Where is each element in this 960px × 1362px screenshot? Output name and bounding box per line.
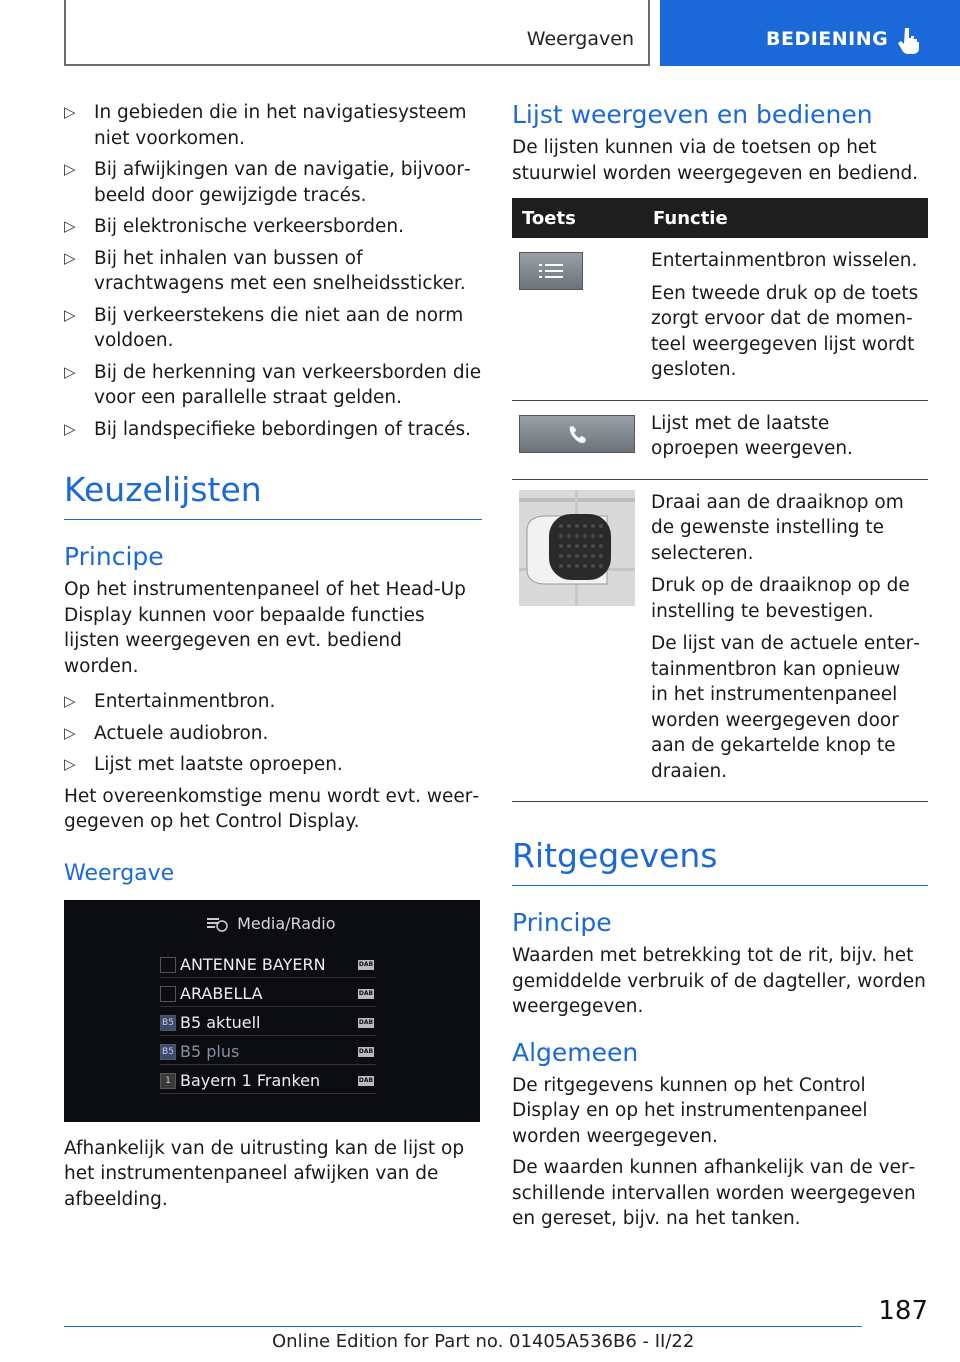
footer-edition-text: Online Edition for Part no. 01405A536B6 - II/22: [272, 1331, 695, 1352]
section-heading-ritgegevens: Ritgegevens: [512, 836, 928, 886]
page-number: 187: [878, 1296, 928, 1326]
header-section-title: Weergaven: [526, 28, 634, 50]
station-name: B5 aktuell: [180, 1012, 261, 1032]
station-icon: [160, 957, 176, 973]
subheading-principe-rit: Principe: [512, 908, 612, 937]
principe-paragraph: Op het instrumentenpaneel of het Head-Up Display kunnen voor bepaalde functies lijsten weergegeven en evt. bediend worden.: [64, 579, 466, 677]
list-item: ▷ Bij de herkenning van verkeersborden die voor een parallelle straat gelden.: [64, 360, 482, 411]
table-row: [512, 238, 928, 400]
table-cell-text: Entertainmentbron wisselen.: [651, 250, 918, 271]
menu-paragraph: Het overeenkomstige menu wordt evt. weergegeven op het Control Display.: [64, 785, 480, 832]
station-icon: 1: [160, 1073, 176, 1089]
header-section-box: [64, 0, 650, 66]
footer-divider: [64, 1326, 862, 1327]
table-header-toets: Toets: [512, 198, 643, 238]
list-item: ▷ Lijst met laatste oproepen.: [64, 752, 482, 778]
buttons-table: [512, 198, 928, 802]
station-icon: B5: [160, 1044, 176, 1060]
dab-badge: DAB: [358, 989, 374, 997]
media-title: Media/Radio: [237, 913, 336, 933]
dab-badge: DAB: [358, 960, 374, 968]
subheading-algemeen: Algemeen: [512, 1037, 639, 1067]
station-icon: [160, 986, 176, 1002]
list-button-icon: [519, 252, 583, 290]
table-header-functie: Functie: [643, 198, 928, 238]
algemeen-paragraph-2: De waarden kunnen afhankelijk van de verschillende intervallen worden weergegeven en gereset, bijv. na het tanken.: [512, 1157, 916, 1229]
table-row: [512, 400, 928, 479]
right-column: [512, 100, 928, 1232]
dab-badge: DAB: [358, 1076, 374, 1084]
table-cell-text: Druk op de draaiknop op de instelling te bevestigen.: [651, 575, 910, 622]
list-types: [64, 689, 482, 778]
table-cell-text: De lijst van de actuele entertainmentbron kan opnieuw in het instrumentenpaneel worden weergegeven door aan de gekartelde knop te draaien.: [651, 633, 920, 782]
dab-badge: DAB: [358, 1018, 374, 1026]
media-radio-screenshot: [64, 900, 480, 1122]
list-item: ▷ Bij het inhalen van bussen of vrachtwagens met een snelheidssticker.: [64, 246, 482, 297]
dab-badge: DAB: [358, 1047, 374, 1055]
subheading-lijst-weergeven: Lijst weergeven en bedienen: [512, 100, 873, 129]
list-item: ▷ Entertainmentbron.: [64, 689, 482, 715]
table-cell-text: Lijst met de laatste oproepen weergeven.: [651, 412, 853, 459]
image-caption: Afhankelijk van de uitrusting kan de lijst op het instrumentenpaneel afwijken van de afbeelding.: [64, 1137, 465, 1210]
table-cell-text: Draai aan de draaiknop om de gewenste instelling te selecteren.: [651, 491, 904, 564]
list-item: ▷ Bij verkeerstekens die niet aan de norm voldoen.: [64, 303, 482, 354]
phone-button-icon: [519, 415, 635, 453]
list-item: ▷ Actuele audiobron.: [64, 721, 482, 747]
subheading-weergave: Weergave: [64, 860, 175, 886]
media-row[interactable]: [160, 1039, 376, 1065]
hand-pointer-icon: [896, 26, 922, 54]
media-row[interactable]: [160, 1010, 376, 1036]
table-cell-text: Een tweede druk op de toets zorgt ervoor dat de momenteel weergegeven lijst wordt gesloten.: [651, 282, 919, 380]
restriction-list: [64, 100, 482, 442]
thumbwheel-icon: [519, 490, 635, 606]
station-name: ARABELLA: [180, 983, 263, 1003]
principe-rit-paragraph: Waarden met betrekking tot de rit, bijv. het gemiddelde verbruik of de dagteller, worden weergegeven.: [512, 945, 926, 1017]
station-name: B5 plus: [180, 1041, 240, 1061]
subheading-principe: Principe: [64, 542, 164, 571]
station-name: ANTENNE BAYERN: [180, 954, 326, 974]
header-chapter-title: BEDIENING: [766, 28, 889, 50]
header-chapter-box: [660, 0, 960, 66]
list-item: ▷ Bij landspecifieke bebordingen of tracés.: [64, 417, 482, 443]
media-radio-icon: [206, 916, 228, 932]
algemeen-paragraph-1: De ritgegevens kunnen op het Control Display en op het instrumentenpaneel worden weergegeven.: [512, 1074, 868, 1147]
media-row[interactable]: [160, 952, 376, 978]
list-intro-paragraph: De lijsten kunnen via de toetsen op het stuurwiel worden weergegeven en bediend.: [512, 137, 919, 184]
list-item: ▷ Bij afwijkingen van de navigatie, bijvoorbeeld door gewijzigde tracés.: [64, 157, 482, 208]
list-item: ▷ Bij elektronische verkeersborden.: [64, 214, 482, 240]
station-icon: B5: [160, 1015, 176, 1031]
media-header: [206, 914, 336, 933]
media-row[interactable]: [160, 981, 376, 1007]
left-column: [64, 100, 482, 1212]
list-item: ▷ In gebieden die in het navigatiesysteem niet voorkomen.: [64, 100, 482, 151]
table-row: [512, 479, 928, 802]
media-row[interactable]: [160, 1068, 376, 1094]
section-heading-keuzelijsten: Keuzelijsten: [64, 470, 482, 520]
station-name: Bayern 1 Franken: [180, 1070, 321, 1090]
